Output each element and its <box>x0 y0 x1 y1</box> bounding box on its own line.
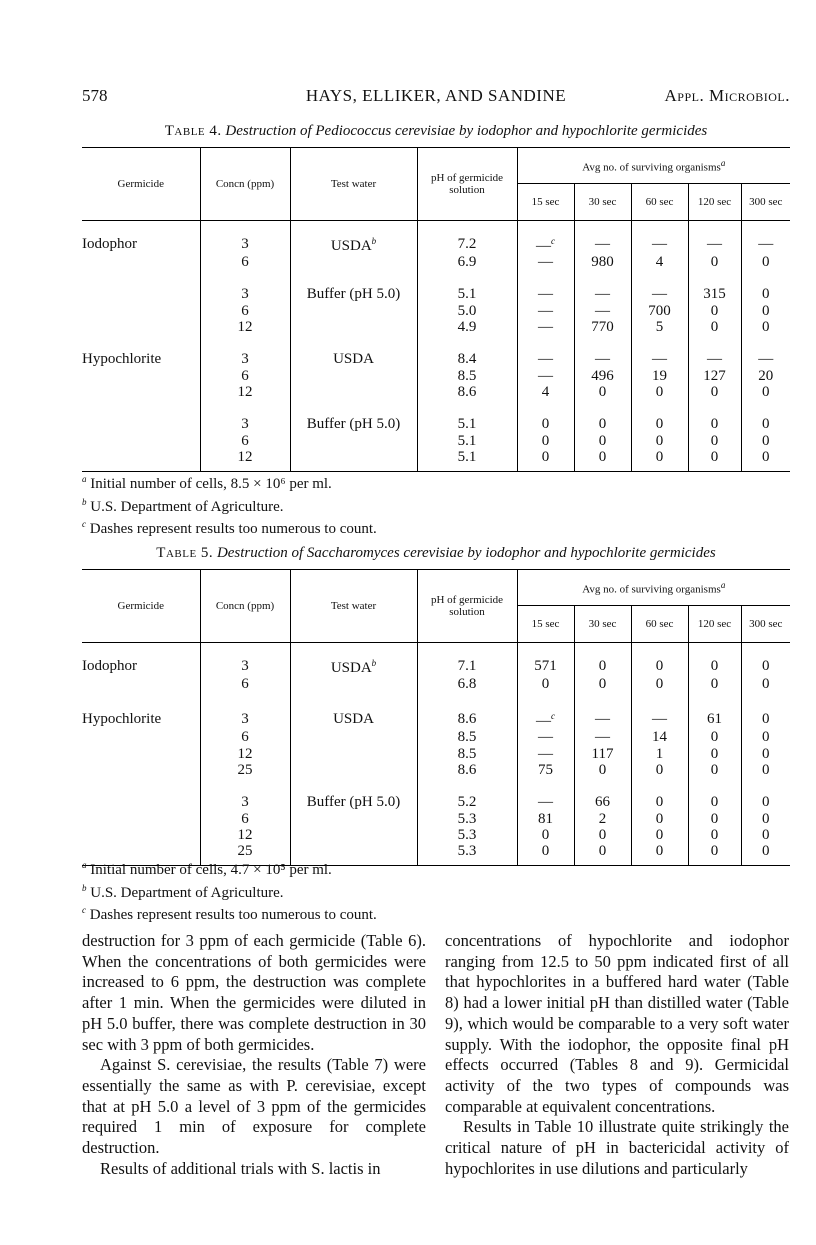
cell-survivors: —$^c$ <box>517 221 574 255</box>
cell-survivors: 0 <box>631 762 688 778</box>
cell-survivors: — <box>631 221 688 255</box>
table-row <box>82 303 790 319</box>
cell-ph: 5.1 <box>417 449 517 472</box>
cell-concn: 12 <box>200 746 290 762</box>
table-row <box>82 449 790 472</box>
cell-germicide <box>82 827 200 843</box>
table-row <box>82 794 790 810</box>
cell-survivors: — <box>688 351 741 367</box>
cell-test-water: USDA$^b$ <box>290 221 417 255</box>
cell-germicide <box>82 367 200 383</box>
cell-survivors: 0 <box>741 416 790 432</box>
table-row <box>82 729 790 745</box>
cell-ph: 8.5 <box>417 729 517 745</box>
cell-survivors: 0 <box>631 643 688 677</box>
cell-test-water: Buffer (pH 5.0) <box>290 286 417 302</box>
footnote: $^a$ Initial number of cells, 8.5 × 10⁶ per ml. <box>82 474 332 492</box>
cell-concn: 6 <box>200 367 290 383</box>
cell-ph: 4.9 <box>417 319 517 335</box>
cell-survivors: 0 <box>688 303 741 319</box>
cell-survivors: 0 <box>741 794 790 810</box>
footnote-marker: a <box>720 580 726 591</box>
cell-survivors: 0 <box>574 762 631 778</box>
cell-survivors: 0 <box>631 843 688 866</box>
cell-survivors: — <box>574 286 631 302</box>
row-spacer <box>82 270 790 286</box>
col-header-time: 60 sec <box>631 606 688 643</box>
cell-test-water <box>290 746 417 762</box>
cell-concn: 25 <box>200 843 290 866</box>
cell-survivors: 0 <box>631 384 688 400</box>
row-spacer <box>82 335 790 351</box>
table4-title: Destruction of Pediococcus cerevisiae by iodophor and hypochlorite germicides <box>225 123 708 139</box>
cell-germicide <box>82 794 200 810</box>
table-row <box>82 676 790 692</box>
cell-test-water: USDA <box>290 708 417 729</box>
cell-concn: 3 <box>200 351 290 367</box>
cell-survivors: 0 <box>631 449 688 472</box>
cell-germicide <box>82 286 200 302</box>
col-header-time: 60 sec <box>631 184 688 221</box>
cell-ph: 7.2 <box>417 221 517 255</box>
table5-label: Table 5. <box>156 545 214 561</box>
footnote-marker: a <box>82 860 87 870</box>
cell-survivors: — <box>741 221 790 255</box>
table-row <box>82 827 790 843</box>
cell-test-water <box>290 827 417 843</box>
table-row <box>82 286 790 302</box>
cell-germicide <box>82 762 200 778</box>
table4 <box>82 147 790 472</box>
cell-survivors: 0 <box>688 449 741 472</box>
col-header-time: 15 sec <box>517 606 574 643</box>
cell-survivors: — <box>631 351 688 367</box>
cell-survivors: 2 <box>574 810 631 826</box>
col-header-ph: pH of germicide solution <box>417 570 517 643</box>
col-header-time: 120 sec <box>688 606 741 643</box>
footnote: $^c$ Dashes represent results too numerous to count. <box>82 905 377 923</box>
footnote-marker: c <box>551 236 555 246</box>
cell-concn: 12 <box>200 384 290 400</box>
footnote-marker: b <box>371 236 377 246</box>
footnote-marker: a <box>82 474 87 484</box>
cell-ph: 5.1 <box>417 286 517 302</box>
cell-test-water <box>290 762 417 778</box>
cell-survivors: 0 <box>688 746 741 762</box>
table-row <box>82 319 790 335</box>
cell-concn: 3 <box>200 708 290 729</box>
cell-survivors: 0 <box>741 843 790 866</box>
col-header-time: 30 sec <box>574 606 631 643</box>
cell-survivors: 4 <box>631 254 688 270</box>
cell-survivors: 0 <box>574 676 631 692</box>
table5-caption <box>82 545 790 562</box>
cell-survivors: 571 <box>517 643 574 677</box>
col-header-germicide: Germicide <box>117 600 164 612</box>
cell-concn: 3 <box>200 221 290 255</box>
cell-survivors: 0 <box>574 843 631 866</box>
col-header-time: 300 sec <box>741 606 790 643</box>
cell-survivors: 0 <box>688 810 741 826</box>
cell-survivors: 0 <box>574 827 631 843</box>
table-row <box>82 351 790 367</box>
cell-test-water <box>290 432 417 448</box>
cell-ph: 8.4 <box>417 351 517 367</box>
cell-survivors: — <box>631 708 688 729</box>
cell-survivors: 1 <box>631 746 688 762</box>
cell-survivors: 0 <box>741 708 790 729</box>
table-row <box>82 367 790 383</box>
cell-test-water <box>290 254 417 270</box>
cell-survivors: — <box>517 794 574 810</box>
cell-germicide <box>82 676 200 692</box>
cell-survivors: 0 <box>631 676 688 692</box>
footnote: $^b$ U.S. Department of Agriculture. <box>82 882 284 901</box>
table4-footnotes <box>82 471 377 539</box>
cell-concn: 6 <box>200 676 290 692</box>
cell-ph: 5.3 <box>417 810 517 826</box>
paragraph: destruction for 3 ppm of each germicide (Table 6). When the concentrations of both germicides were increased to 6 ppm, the destruction was complete after 1 min. When the germicides were diluted in pH 5.0 buffer, there was complete destruction in 30 sec with 3 ppm of both germicides. <box>82 931 426 1054</box>
cell-ph: 8.5 <box>417 746 517 762</box>
running-authors: HAYS, ELLIKER, AND SANDINE <box>305 86 567 105</box>
cell-concn: 12 <box>200 319 290 335</box>
cell-ph: 7.1 <box>417 643 517 677</box>
col-header-time: 300 sec <box>741 184 790 221</box>
cell-survivors: 0 <box>741 449 790 472</box>
cell-survivors: 0 <box>517 676 574 692</box>
table-row <box>82 746 790 762</box>
cell-survivors: —$^c$ <box>517 708 574 729</box>
cell-germicide <box>82 319 200 335</box>
footnote-marker: c <box>82 905 86 915</box>
cell-survivors: 117 <box>574 746 631 762</box>
cell-survivors: 0 <box>574 384 631 400</box>
cell-survivors: 0 <box>517 432 574 448</box>
cell-germicide: Iodophor <box>82 657 137 674</box>
cell-survivors: 0 <box>741 432 790 448</box>
cell-germicide <box>82 810 200 826</box>
cell-concn: 12 <box>200 449 290 472</box>
cell-survivors: 0 <box>517 827 574 843</box>
cell-germicide <box>82 303 200 319</box>
cell-concn: 3 <box>200 794 290 810</box>
body-column-left <box>82 931 426 1179</box>
cell-test-water <box>290 319 417 335</box>
cell-survivors: 0 <box>741 384 790 400</box>
cell-germicide: Iodophor <box>82 235 137 252</box>
col-header-surviving-group: Avg no. of surviving organisms$^a$ <box>517 148 790 184</box>
cell-survivors: 19 <box>631 367 688 383</box>
cell-survivors: 0 <box>741 643 790 677</box>
cell-survivors: — <box>574 351 631 367</box>
paragraph: Against S. cerevisiae, the results (Table 7) were essentially the same as with P. cerevisiae, except that at pH 5.0 a level of 3 ppm of the germicides required 1 min of exposure for complete destruction. <box>82 1055 426 1158</box>
cell-concn: 6 <box>200 254 290 270</box>
cell-ph: 5.0 <box>417 303 517 319</box>
col-header-test-water: Test water <box>290 570 417 643</box>
cell-survivors: 0 <box>688 676 741 692</box>
cell-survivors: 20 <box>741 367 790 383</box>
cell-survivors: 0 <box>688 254 741 270</box>
table5-title: Destruction of Saccharomyces cerevisiae by iodophor and hypochlorite germicides <box>216 545 716 561</box>
cell-survivors: 0 <box>688 319 741 335</box>
cell-germicide <box>82 254 200 270</box>
footnote-marker: b <box>82 496 87 507</box>
cell-ph: 8.5 <box>417 367 517 383</box>
cell-survivors: — <box>517 286 574 302</box>
cell-survivors: 700 <box>631 303 688 319</box>
cell-survivors: 0 <box>517 843 574 866</box>
col-header-time: 30 sec <box>574 184 631 221</box>
body-column-right <box>445 931 789 1179</box>
cell-survivors: 75 <box>517 762 574 778</box>
cell-ph: 6.8 <box>417 676 517 692</box>
cell-survivors: 5 <box>631 319 688 335</box>
cell-survivors: — <box>631 286 688 302</box>
cell-survivors: — <box>517 729 574 745</box>
cell-survivors: 980 <box>574 254 631 270</box>
cell-germicide <box>82 384 200 400</box>
table-row <box>82 416 790 432</box>
cell-survivors: 0 <box>631 432 688 448</box>
cell-concn: 6 <box>200 729 290 745</box>
cell-test-water <box>290 367 417 383</box>
cell-survivors: 0 <box>574 416 631 432</box>
cell-survivors: 0 <box>688 416 741 432</box>
cell-test-water <box>290 303 417 319</box>
table-row <box>82 810 790 826</box>
cell-concn: 6 <box>200 432 290 448</box>
cell-concn: 3 <box>200 643 290 677</box>
cell-ph: 5.1 <box>417 432 517 448</box>
footnote-marker: b <box>82 882 87 893</box>
cell-survivors: 0 <box>741 746 790 762</box>
cell-survivors: — <box>517 319 574 335</box>
cell-survivors: 0 <box>688 643 741 677</box>
cell-survivors: 0 <box>688 384 741 400</box>
cell-concn: 12 <box>200 827 290 843</box>
footnote: $^a$ Initial number of cells, 4.7 × 10⁵ per ml. <box>82 860 332 878</box>
cell-survivors: — <box>517 367 574 383</box>
cell-survivors: 0 <box>688 827 741 843</box>
table-row <box>82 432 790 448</box>
cell-germicide <box>82 416 200 432</box>
cell-test-water <box>290 676 417 692</box>
cell-survivors: 0 <box>631 416 688 432</box>
cell-test-water: Buffer (pH 5.0) <box>290 794 417 810</box>
cell-survivors: 14 <box>631 729 688 745</box>
cell-ph: 5.2 <box>417 794 517 810</box>
cell-survivors: 0 <box>741 676 790 692</box>
cell-survivors: 0 <box>631 810 688 826</box>
cell-test-water <box>290 449 417 472</box>
footnote-marker: a <box>720 158 726 169</box>
col-header-test-water: Test water <box>290 148 417 221</box>
cell-survivors: 0 <box>741 254 790 270</box>
cell-survivors: 0 <box>688 729 741 745</box>
row-spacer <box>82 778 790 794</box>
cell-survivors: — <box>517 746 574 762</box>
cell-survivors: 0 <box>688 794 741 810</box>
cell-test-water <box>290 729 417 745</box>
table-row <box>82 643 790 677</box>
paragraph: concentrations of hypochlorite and iodophor ranging from 12.5 to 50 ppm indicated first of all that hypochlorites in a buffered hard water (Table 8) had a lower initial pH than distilled water (Table 9), which would be comparable to a very soft water supply. With the iodophor, the opposite final pH effects occurred (Tables 8 and 9). Germicidal activity of the two types of compounds was comparable at equivalent concentrations. <box>445 931 789 1116</box>
footnote: $^c$ Dashes represent results too numerous to count. <box>82 519 377 537</box>
cell-survivors: 4 <box>517 384 574 400</box>
cell-test-water: Buffer (pH 5.0) <box>290 416 417 432</box>
cell-survivors: 0 <box>574 643 631 677</box>
cell-germicide <box>82 449 200 472</box>
cell-ph: 8.6 <box>417 762 517 778</box>
cell-survivors: 0 <box>688 843 741 866</box>
cell-survivors: 61 <box>688 708 741 729</box>
cell-survivors: — <box>574 708 631 729</box>
footnote-marker: c <box>82 519 86 529</box>
cell-test-water: USDA <box>290 351 417 367</box>
cell-concn: 6 <box>200 303 290 319</box>
page-number: 578 <box>82 86 108 105</box>
cell-germicide <box>82 746 200 762</box>
cell-concn: 3 <box>200 286 290 302</box>
cell-survivors: 81 <box>517 810 574 826</box>
cell-concn: 3 <box>200 416 290 432</box>
table-row <box>82 384 790 400</box>
col-header-germicide: Germicide <box>117 178 164 190</box>
paragraph: Results in Table 10 illustrate quite strikingly the critical nature of pH in bactericidal activity of hypochlorites in use dilutions and particularly <box>445 1117 789 1178</box>
cell-survivors: — <box>517 254 574 270</box>
table4-caption <box>82 123 790 140</box>
cell-test-water <box>290 384 417 400</box>
footnote-marker: b <box>371 658 377 668</box>
cell-survivors: 127 <box>688 367 741 383</box>
cell-survivors: 0 <box>517 416 574 432</box>
table-row <box>82 254 790 270</box>
cell-germicide: Hypochlorite <box>82 351 162 368</box>
cell-ph: 6.9 <box>417 254 517 270</box>
cell-survivors: 0 <box>688 432 741 448</box>
cell-survivors: 496 <box>574 367 631 383</box>
paragraph: Results of additional trials with S. lactis in <box>100 1158 381 1178</box>
cell-survivors: 0 <box>741 762 790 778</box>
cell-concn: 25 <box>200 762 290 778</box>
cell-germicide <box>82 432 200 448</box>
cell-concn: 6 <box>200 810 290 826</box>
col-header-time: 120 sec <box>688 184 741 221</box>
table-row <box>82 762 790 778</box>
cell-ph: 5.1 <box>417 416 517 432</box>
cell-survivors: — <box>741 351 790 367</box>
col-header-ph: pH of germicide solution <box>417 148 517 221</box>
cell-survivors: — <box>574 221 631 255</box>
cell-ph: 8.6 <box>417 708 517 729</box>
col-header-concn: Concn (ppm) <box>200 570 290 643</box>
cell-survivors: 0 <box>741 286 790 302</box>
cell-survivors: 0 <box>741 729 790 745</box>
cell-survivors: — <box>574 729 631 745</box>
cell-survivors: 0 <box>631 827 688 843</box>
table5-footnotes <box>82 857 377 925</box>
cell-ph: 8.6 <box>417 384 517 400</box>
footnote: $^b$ U.S. Department of Agriculture. <box>82 496 284 515</box>
table5 <box>82 569 790 866</box>
cell-survivors: 770 <box>574 319 631 335</box>
cell-ph: 5.3 <box>417 843 517 866</box>
cell-germicide: Hypochlorite <box>82 710 162 727</box>
cell-survivors: 0 <box>574 449 631 472</box>
cell-survivors: — <box>688 221 741 255</box>
cell-survivors: 0 <box>741 303 790 319</box>
col-header-surviving-group: Avg no. of surviving organisms$^a$ <box>517 570 790 606</box>
cell-survivors: 0 <box>741 319 790 335</box>
journal-name: Appl. Microbiol. <box>664 86 790 105</box>
cell-ph: 5.3 <box>417 827 517 843</box>
footnote-marker: c <box>551 711 555 722</box>
cell-test-water: USDA$^b$ <box>290 643 417 677</box>
cell-survivors: 315 <box>688 286 741 302</box>
cell-test-water <box>290 810 417 826</box>
cell-survivors: 0 <box>631 794 688 810</box>
cell-survivors: — <box>574 303 631 319</box>
cell-germicide <box>82 729 200 745</box>
col-header-concn: Concn (ppm) <box>200 148 290 221</box>
cell-survivors: — <box>517 351 574 367</box>
cell-survivors: 0 <box>517 449 574 472</box>
cell-survivors: 66 <box>574 794 631 810</box>
row-spacer <box>82 400 790 416</box>
cell-survivors: — <box>517 303 574 319</box>
col-header-time: 15 sec <box>517 184 574 221</box>
cell-survivors: 0 <box>741 827 790 843</box>
row-spacer <box>82 692 790 708</box>
cell-survivors: 0 <box>688 762 741 778</box>
cell-survivors: 0 <box>574 432 631 448</box>
table4-label: Table 4. <box>164 123 222 139</box>
running-header <box>82 86 790 108</box>
table-row <box>82 708 790 729</box>
cell-survivors: 0 <box>741 810 790 826</box>
table-row <box>82 221 790 255</box>
